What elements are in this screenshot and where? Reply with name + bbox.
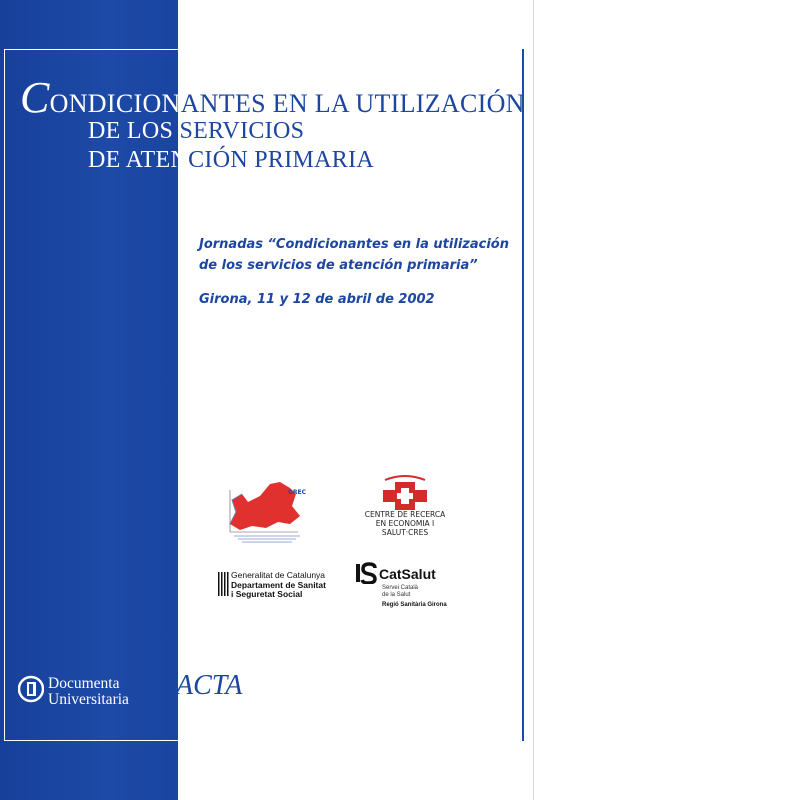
publisher-name <box>48 676 129 708</box>
catsalut-sub-1: Servei Català <box>382 585 419 591</box>
series-label: ACTA <box>176 670 243 701</box>
title-line-3-right: CIÓN PRIMARIA <box>188 147 375 173</box>
generalitat-text <box>231 571 326 600</box>
subtitle-line-1: Jornadas “Condicionantes en la utilización <box>199 237 509 252</box>
publisher-logo <box>18 672 168 708</box>
cres-logo <box>355 474 455 537</box>
title-line-1-right: ANTES EN LA UTILIZACIÓN <box>180 89 525 118</box>
catsalut-subtitle <box>382 585 418 599</box>
frame-edge <box>522 49 524 741</box>
title-line-3 <box>88 147 374 174</box>
grec-tag: GREC <box>288 489 307 496</box>
place-date: Girona, 11 y 12 de abril de 2002 <box>199 292 435 307</box>
generalitat-line-3: i Seguretat Social <box>231 589 303 599</box>
cres-line-2: EN ECONOMIA I SALUT·CRES <box>375 519 435 537</box>
event-subtitle <box>199 234 519 276</box>
cres-name <box>355 510 455 537</box>
catsalut-mark-icon <box>355 562 377 584</box>
generalitat-stripes-icon <box>218 572 229 596</box>
catsalut-sub-2: de la Salut <box>382 592 411 598</box>
generalitat-line-1: Generalitat de Catalunya <box>231 570 326 580</box>
cres-cross-icon <box>355 474 455 514</box>
generalitat-line-2: Departament de Sanitat <box>231 579 326 590</box>
publisher-line-2: Universitaria <box>48 691 129 708</box>
title-initial: C <box>20 73 50 122</box>
title-line-2 <box>88 118 304 145</box>
title-line-2-left: DE LOS <box>88 118 180 144</box>
publisher-emblem-icon <box>18 675 44 703</box>
catsalut-name: CatSalut <box>379 566 436 582</box>
catsalut-logo <box>355 560 465 612</box>
publisher-line-1: Documenta <box>48 675 120 692</box>
catsalut-region: Regió Sanitària Girona <box>382 602 447 608</box>
title-line-1 <box>20 73 525 122</box>
title-line-3-left: DE ATEN <box>88 147 189 173</box>
grec-logo <box>220 472 312 544</box>
title-line-1-left: ONDICION <box>49 89 181 118</box>
cres-line-1: CENTRE DE RECERCA <box>364 510 446 519</box>
generalitat-logo <box>218 571 328 601</box>
title-line-2-right: SERVICIOS <box>179 118 305 144</box>
subtitle-line-2: de los servicios de atención primaria” <box>199 258 478 273</box>
grec-graphic-icon <box>220 472 312 544</box>
